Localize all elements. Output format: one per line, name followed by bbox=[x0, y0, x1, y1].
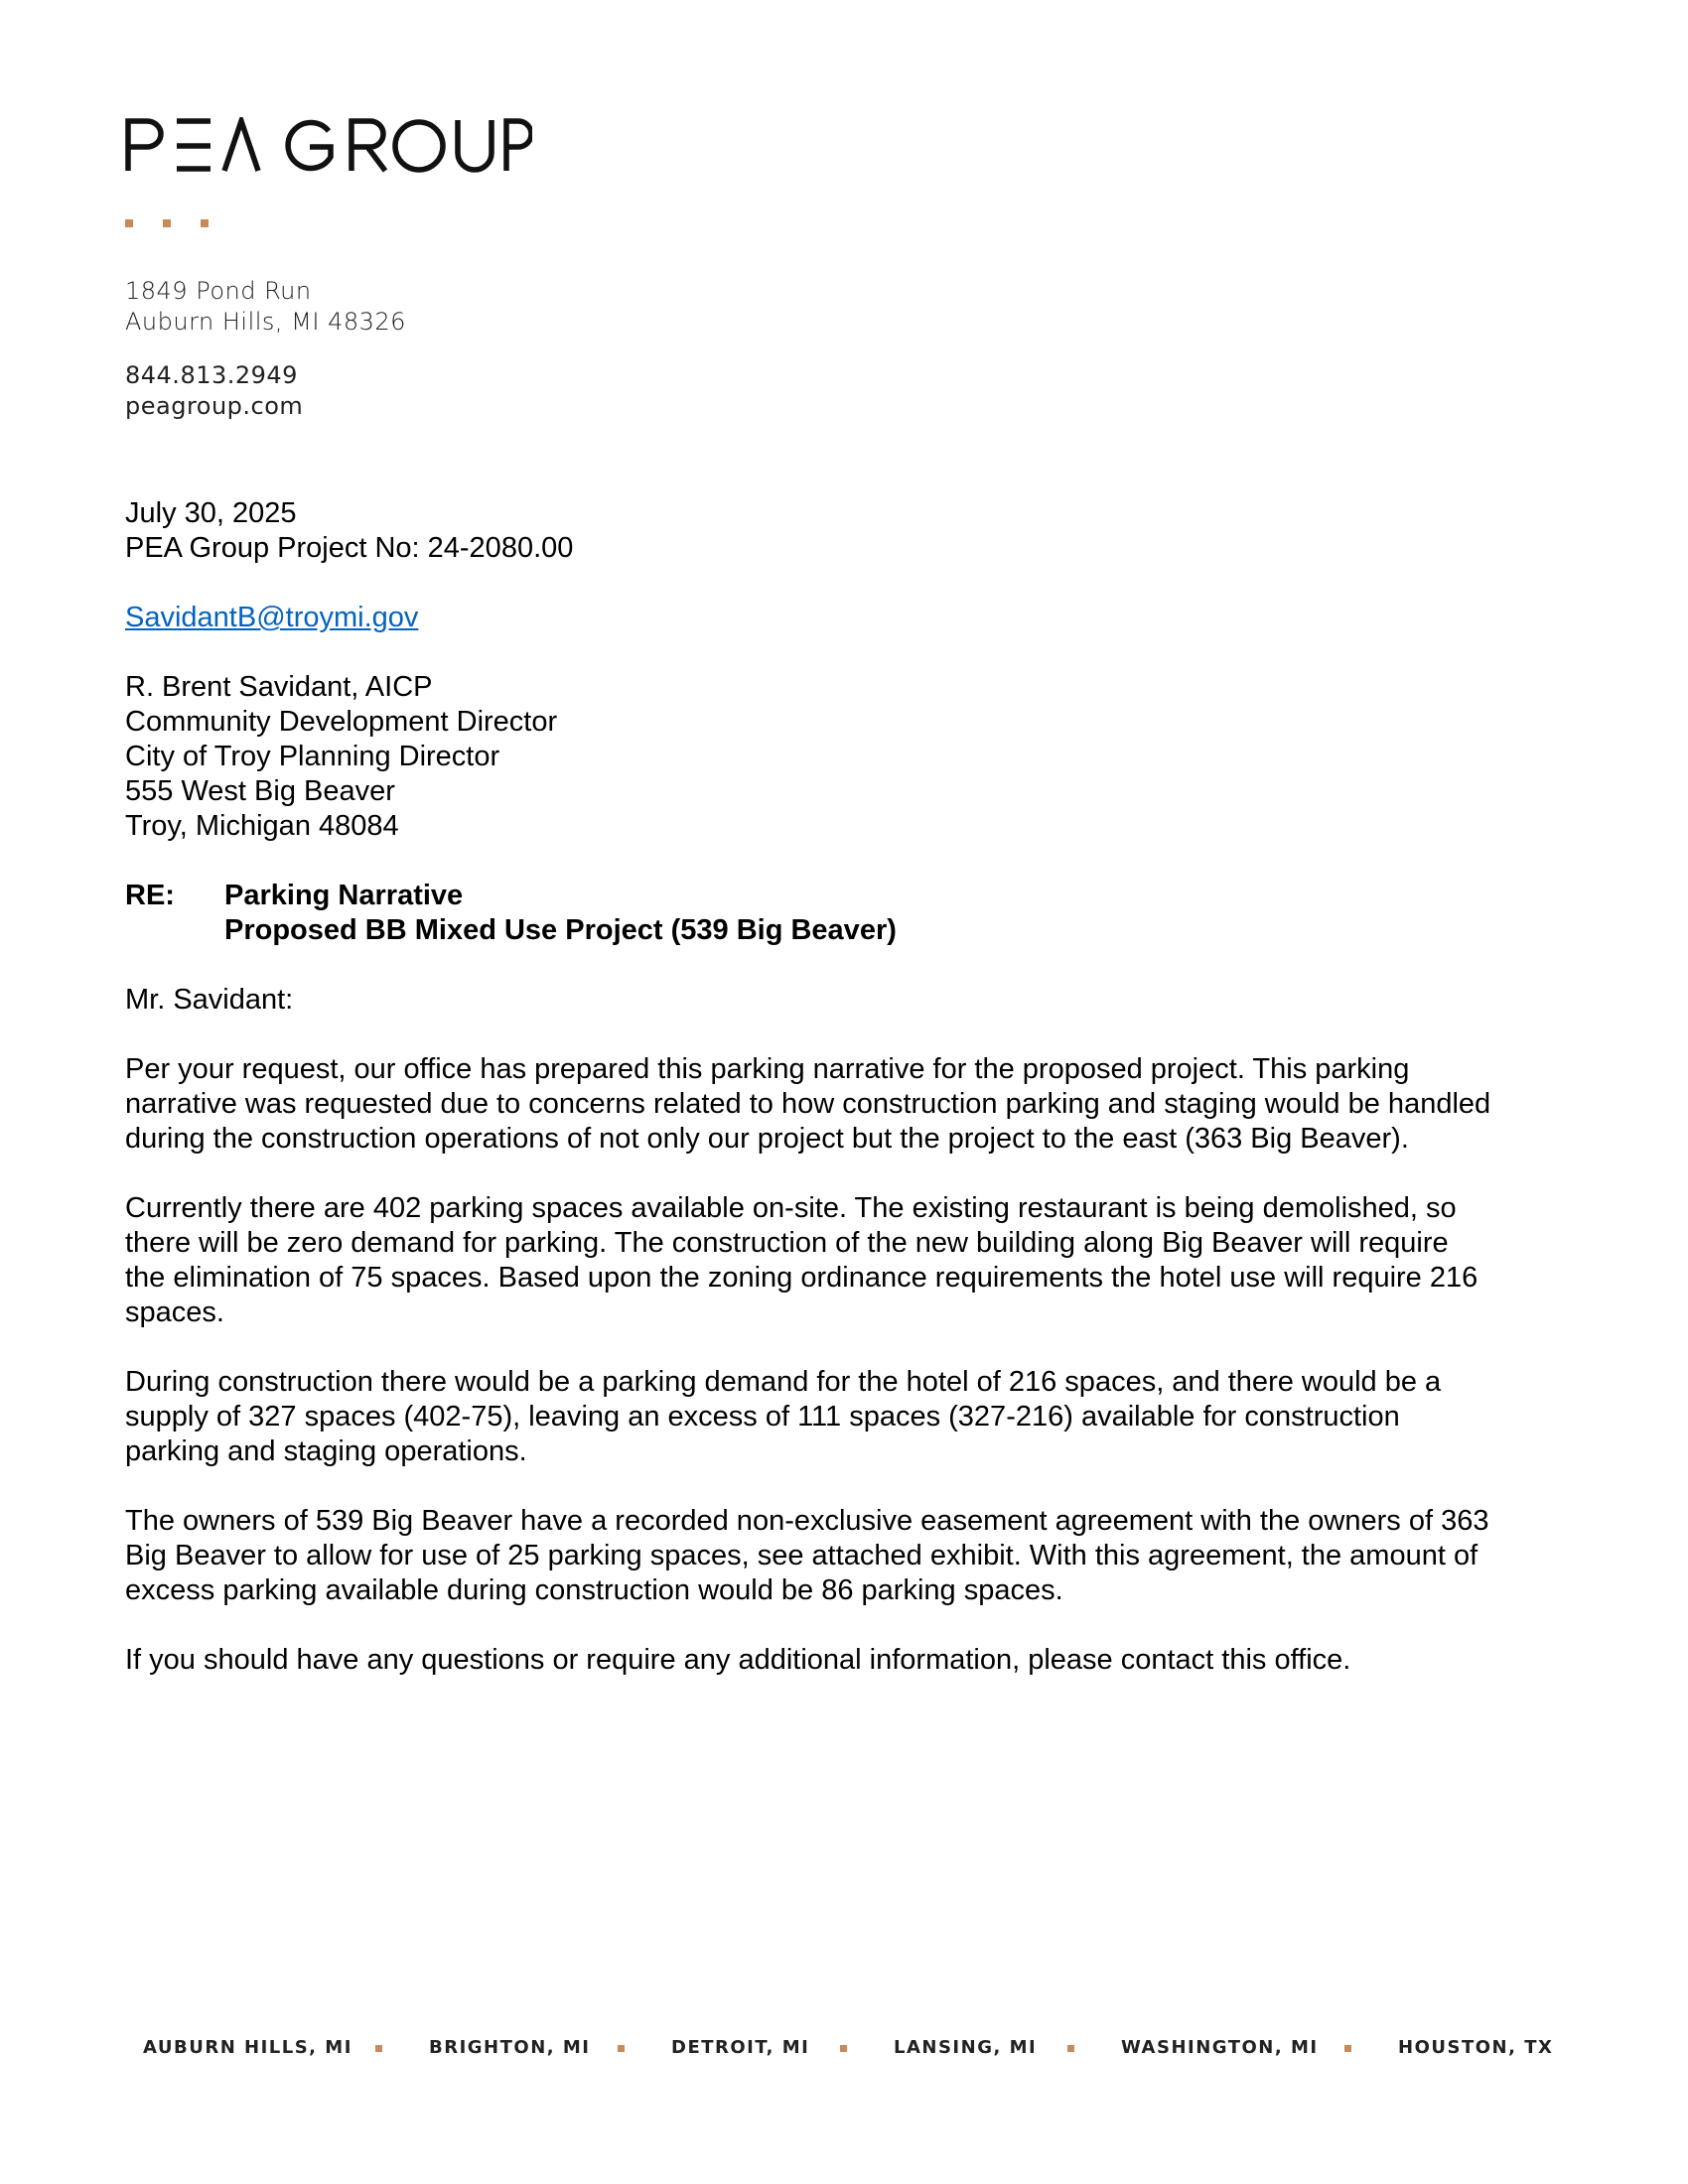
paragraph-line: Per your request, our office has prepared this parking narrative for the proposed project. This parking bbox=[125, 1053, 1410, 1085]
office-washington: WASHINGTON, MI bbox=[1121, 2037, 1319, 2058]
paragraph-line: supply of 327 spaces (402-75), leaving an excess of 111 spaces (327-216) available for construction bbox=[125, 1401, 1400, 1433]
company-contact bbox=[125, 360, 303, 422]
company-website: peagroup.com bbox=[125, 392, 304, 420]
office-auburn-hills: AUBURN HILLS, MI bbox=[143, 2037, 352, 2058]
address-line-2: Auburn Hills, MI 48326 bbox=[125, 308, 406, 336]
recipient-title-2: City of Troy Planning Director bbox=[125, 741, 500, 772]
recipient-street: 555 West Big Beaver bbox=[125, 775, 395, 807]
paragraph-line: excess parking available during construction would be 86 parking spaces. bbox=[125, 1574, 1063, 1606]
salutation: Mr. Savidant: bbox=[125, 984, 294, 1016]
letter-body bbox=[125, 496, 1575, 1678]
pea-group-logo bbox=[125, 117, 532, 173]
paragraph-3 bbox=[125, 1365, 1575, 1469]
logo-accent-dots bbox=[125, 219, 224, 229]
paragraph-line: there will be zero demand for parking. The construction of the new building along Big Beaver will require bbox=[125, 1227, 1449, 1259]
recipient-email-link[interactable]: SavidantB@troymi.gov bbox=[125, 602, 419, 633]
office-houston: HOUSTON, TX bbox=[1398, 2037, 1554, 2058]
recipient-title-1: Community Development Director bbox=[125, 706, 558, 738]
company-address bbox=[125, 276, 406, 338]
footer-separator bbox=[1344, 2045, 1351, 2052]
accent-dot bbox=[125, 219, 133, 227]
office-detroit: DETROIT, MI bbox=[671, 2037, 810, 2058]
recipient-city: Troy, Michigan 48084 bbox=[125, 810, 399, 842]
office-locations-footer bbox=[0, 2037, 1688, 2067]
project-number: PEA Group Project No: 24-2080.00 bbox=[125, 532, 574, 564]
paragraph-line: narrative was requested due to concerns related to how construction parking and staging would be handled bbox=[125, 1088, 1491, 1120]
letter-date: July 30, 2025 bbox=[125, 497, 297, 529]
subject-label: RE: bbox=[125, 880, 175, 911]
subject-line-1: Parking Narrative bbox=[224, 880, 464, 911]
paragraph-2 bbox=[125, 1191, 1575, 1330]
footer-separator bbox=[1067, 2045, 1074, 2052]
paragraph-line: the elimination of 75 spaces. Based upon the zoning ordinance requirements the hotel use will require 216 bbox=[125, 1262, 1478, 1294]
office-brighton: BRIGHTON, MI bbox=[429, 2037, 591, 2058]
footer-separator bbox=[375, 2045, 382, 2052]
paragraph-4 bbox=[125, 1504, 1575, 1608]
paragraph-line: during the construction operations of not only our project but the project to the east (363 Big Beaver). bbox=[125, 1123, 1409, 1155]
paragraph-line: During construction there would be a parking demand for the hotel of 216 spaces, and there would be a bbox=[125, 1366, 1442, 1398]
paragraph-line: Big Beaver to allow for use of 25 parking spaces, see attached exhibit. With this agreement, the amount of bbox=[125, 1540, 1478, 1571]
subject-block bbox=[125, 879, 1575, 948]
paragraph-5 bbox=[125, 1643, 1575, 1678]
recipient-block bbox=[125, 670, 1575, 844]
footer-separator bbox=[618, 2045, 625, 2052]
recipient-name: R. Brent Savidant, AICP bbox=[125, 671, 433, 703]
footer-separator bbox=[840, 2045, 847, 2052]
accent-dot bbox=[201, 219, 209, 227]
subject-line-2: Proposed BB Mixed Use Project (539 Big Beaver) bbox=[224, 914, 897, 946]
paragraph-line: If you should have any questions or require any additional information, please contact this office. bbox=[125, 1644, 1351, 1676]
paragraph-line: The owners of 539 Big Beaver have a recorded non-exclusive easement agreement with the owners of 363 bbox=[125, 1505, 1489, 1537]
paragraph-line: Currently there are 402 parking spaces available on-site. The existing restaurant is being demolished, so bbox=[125, 1192, 1457, 1224]
accent-dot bbox=[163, 219, 171, 227]
paragraph-line: spaces. bbox=[125, 1297, 224, 1328]
paragraph-1 bbox=[125, 1052, 1575, 1157]
company-phone: 844.813.2949 bbox=[125, 361, 298, 389]
office-lansing: LANSING, MI bbox=[894, 2037, 1038, 2058]
address-line-1: 1849 Pond Run bbox=[125, 277, 312, 305]
paragraph-line: parking and staging operations. bbox=[125, 1435, 527, 1467]
